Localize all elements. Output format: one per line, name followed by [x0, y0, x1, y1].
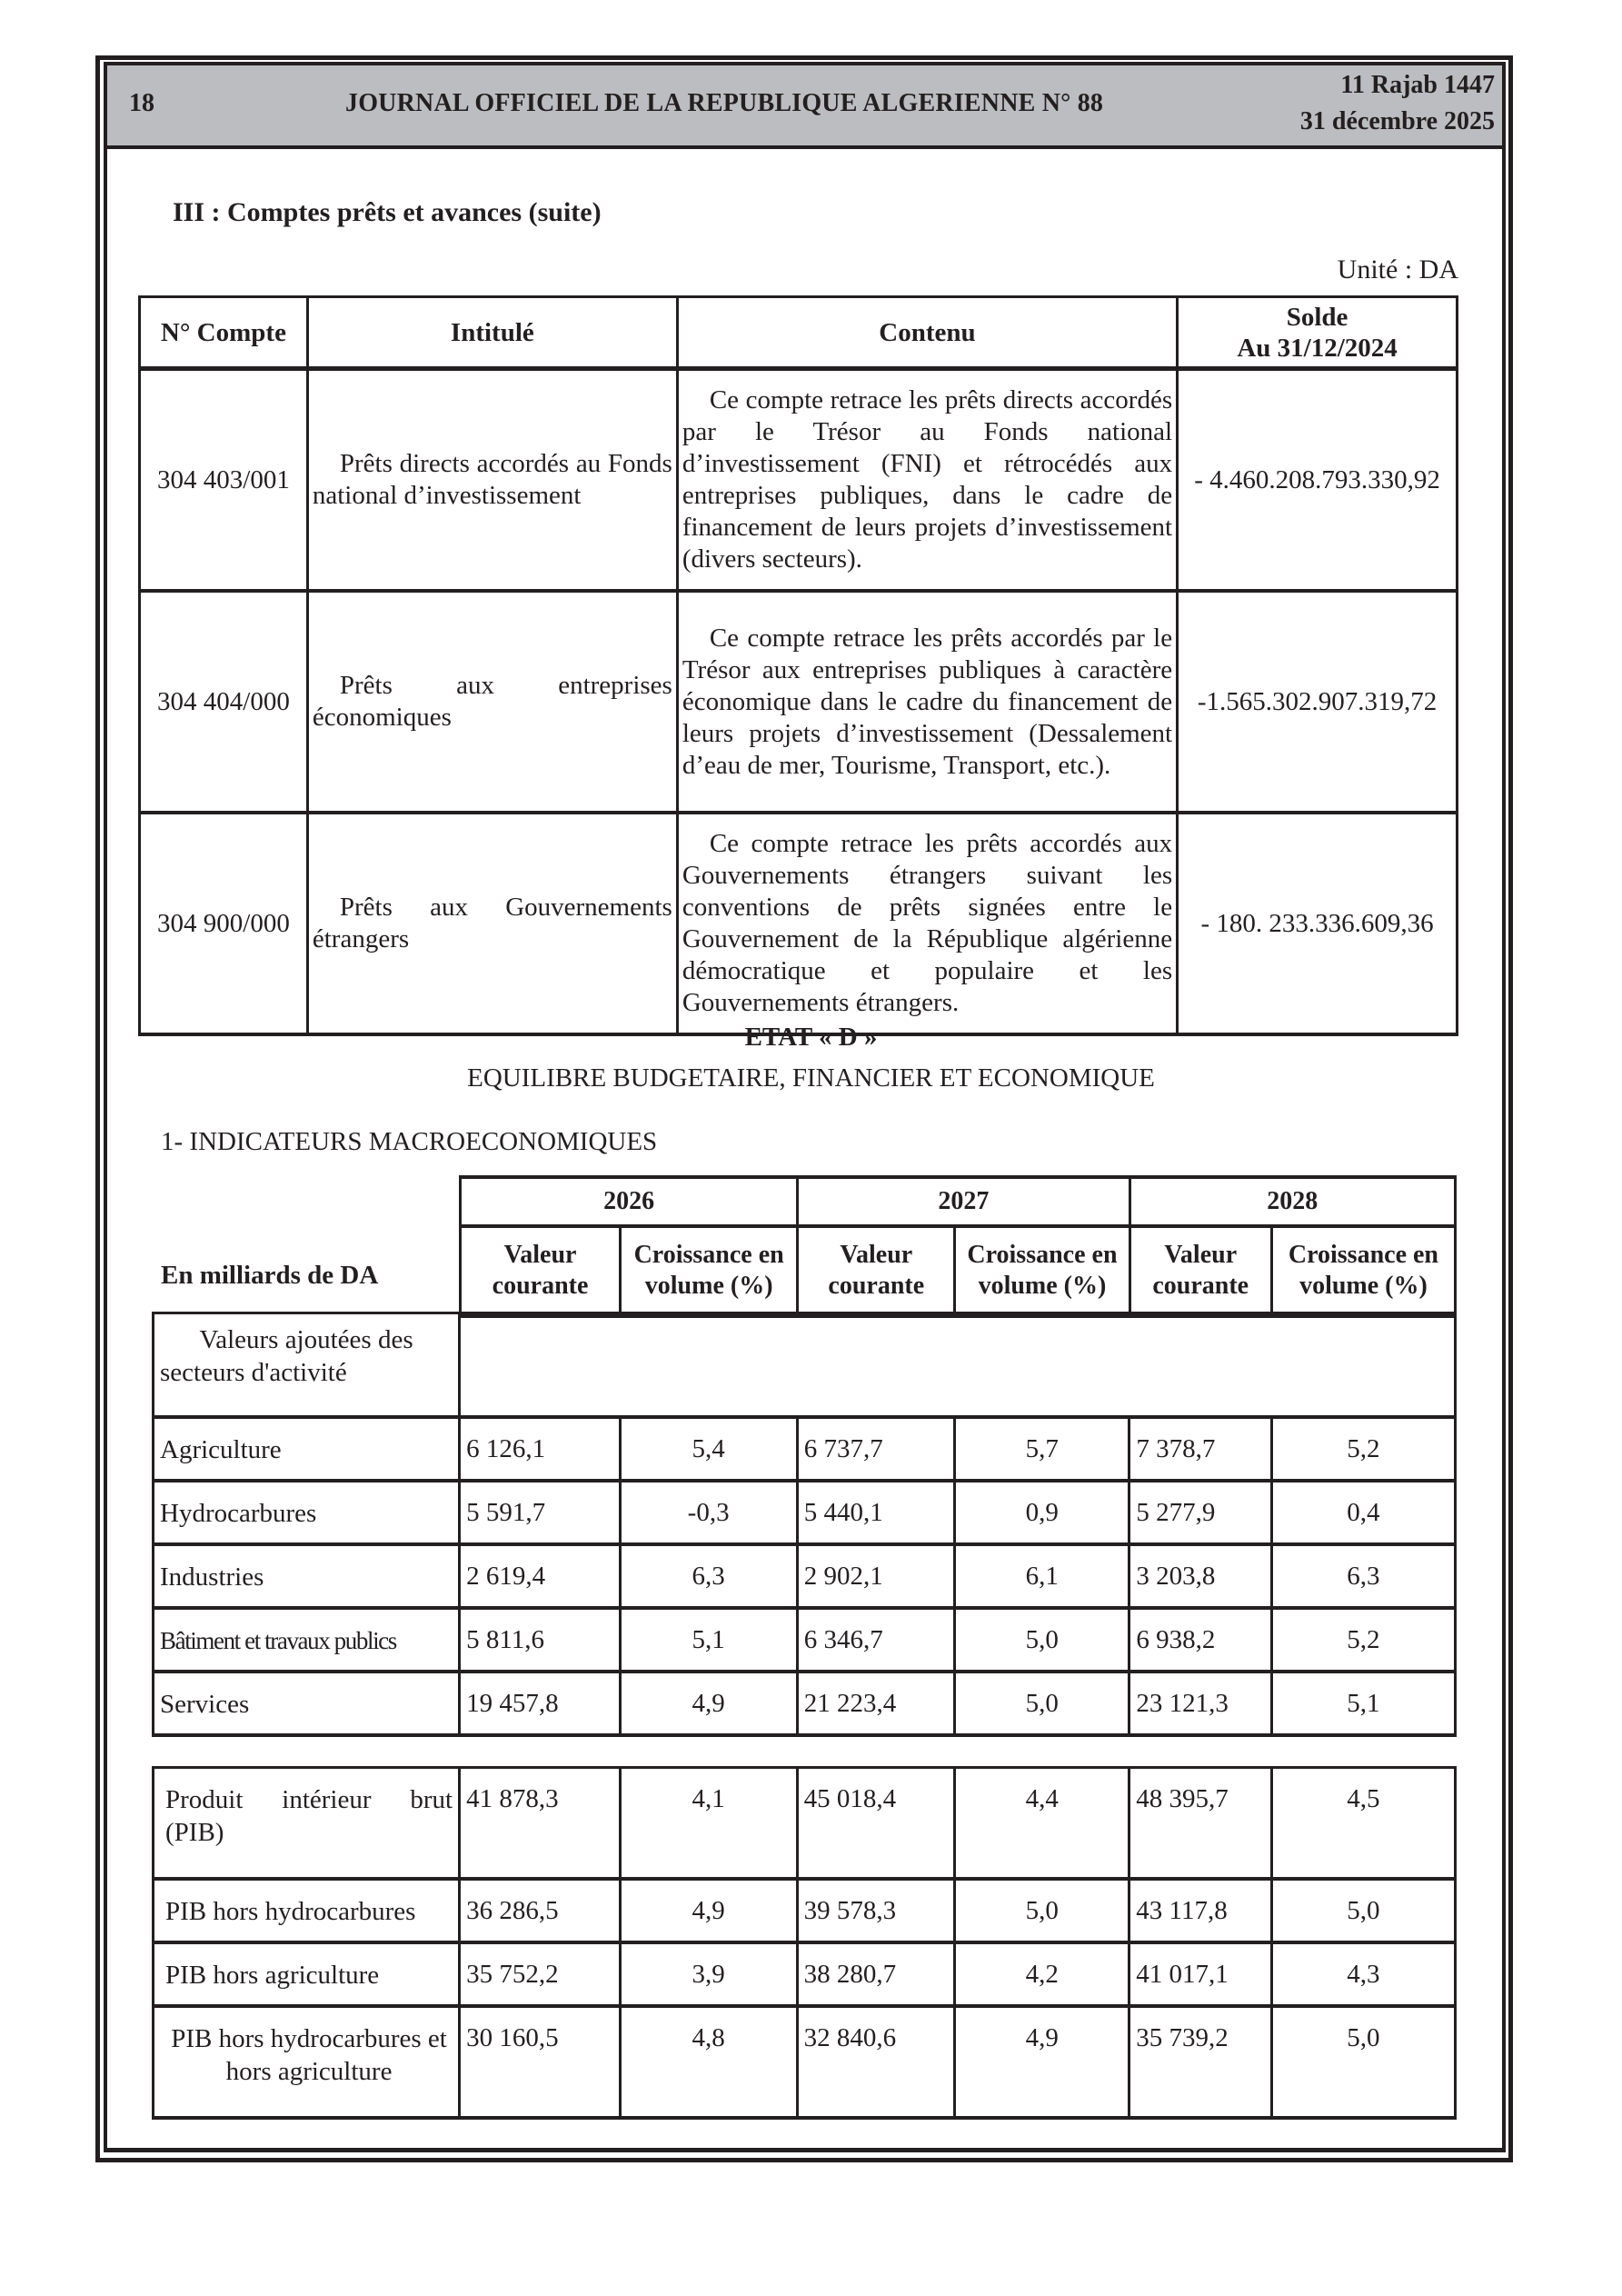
growth-cell: 4,5: [1271, 1768, 1455, 1880]
account-title: Prêts directs accordés au Fonds national d’investissement: [307, 369, 677, 592]
column-header-title: Intitulé: [307, 297, 677, 369]
etat-subtitle: EQUILIBRE BUDGETAIRE, FINANCIER ET ECONOMIQUE: [467, 1063, 1155, 1093]
row-label: Hydrocarbures: [154, 1481, 460, 1544]
growth-cell: 4,4: [955, 1768, 1129, 1880]
account-title: Prêts aux entreprises économiques: [307, 591, 677, 813]
growth-header: Croissance en volume (%): [621, 1226, 798, 1316]
row-label: Agriculture: [154, 1417, 460, 1481]
current-value-cell: 35 739,2: [1129, 2006, 1272, 2118]
account-number: 304 404/000: [140, 591, 308, 813]
growth-cell: 0,9: [955, 1481, 1129, 1544]
growth-cell: 5,2: [1271, 1608, 1455, 1672]
growth-cell: 6,1: [955, 1544, 1129, 1608]
current-value-cell: 5 277,9: [1129, 1481, 1272, 1544]
unit-label: Unité : DA: [1337, 255, 1458, 285]
table-row: [140, 369, 1458, 592]
current-value-cell: 38 280,7: [797, 1942, 954, 2006]
current-value-cell: 6 737,7: [797, 1417, 954, 1481]
group-row: [154, 1313, 1456, 1418]
current-value-cell: 6 346,7: [797, 1608, 954, 1672]
growth-cell: 5,0: [955, 1879, 1129, 1942]
growth-cell: 5,2: [1271, 1417, 1455, 1481]
growth-cell: 4,1: [620, 1768, 797, 1880]
value-header: Valeur courante: [1129, 1226, 1271, 1316]
value-header: Valeur courante: [461, 1226, 621, 1316]
column-header-account: N° Compte: [140, 297, 308, 369]
account-title: Prêts aux Gouvernements étrangers: [307, 813, 677, 1034]
table-row: [140, 813, 1458, 1034]
pib-table: [152, 1766, 1457, 2120]
account-balance: - 180. 233.336.609,36: [1178, 813, 1458, 1034]
account-balance: - 4.460.208.793.330,92: [1178, 369, 1458, 592]
pib-row: [154, 1768, 1456, 1880]
growth-cell: 4,8: [620, 2006, 797, 2118]
row-label: Bâtiment et travaux publics: [154, 1608, 460, 1672]
column-header-content: Contenu: [677, 297, 1177, 369]
year-header: 2026: [461, 1177, 798, 1226]
current-value-cell: 2 619,4: [460, 1544, 620, 1608]
sub-header-row: [461, 1226, 1456, 1316]
year-header-row: [461, 1177, 1456, 1226]
current-value-cell: 5 440,1: [797, 1481, 954, 1544]
column-header-balance: [1178, 297, 1458, 369]
account-content: Ce compte retrace les prêts accordés aux Gouvernements étrangers suivant les conventions de prêts signées entre le Gouvernement de la République algérienne démocratique et populaire et les Gouvernements étrangers.: [677, 813, 1177, 1034]
current-value-cell: 41 878,3: [460, 1768, 620, 1880]
year-header: 2027: [798, 1177, 1129, 1226]
growth-cell: 6,3: [620, 1544, 797, 1608]
growth-cell: 5,0: [955, 1608, 1129, 1672]
current-value-cell: 3 203,8: [1129, 1544, 1272, 1608]
growth-cell: 6,3: [1271, 1544, 1455, 1608]
page-number: 18: [129, 89, 154, 117]
current-value-cell: 39 578,3: [797, 1879, 954, 1942]
row-label: Industries: [154, 1544, 460, 1608]
column-header-balance-line1: Solde: [1286, 302, 1348, 332]
indicators-heading: 1- INDICATEURS MACROECONOMIQUES: [161, 1127, 658, 1156]
hijri-date: 11 Rajab 1447: [1340, 71, 1495, 99]
growth-cell: 5,1: [1271, 1672, 1455, 1735]
macro-unit-label: En milliards de DA: [161, 1261, 379, 1290]
current-value-cell: 19 457,8: [460, 1672, 620, 1735]
current-value-cell: 5 811,6: [460, 1608, 620, 1672]
current-value-cell: 48 395,7: [1129, 1768, 1272, 1880]
group-label: Valeurs ajoutées des secteurs d'activité: [154, 1313, 460, 1418]
column-header-balance-line2: Au 31/12/2024: [1237, 333, 1398, 363]
year-header: 2028: [1129, 1177, 1455, 1226]
sector-row: [154, 1608, 1456, 1672]
pib-row: [154, 2006, 1456, 2118]
account-content: Ce compte retrace les prêts directs accordés par le Trésor au Fonds national d’investissement (FNI) et rétrocédés aux entreprises publiques, dans le cadre de financement de leurs projets d’investissement (divers secteurs).: [677, 369, 1177, 592]
sector-row: [154, 1417, 1456, 1481]
current-value-cell: 7 378,7: [1129, 1417, 1272, 1481]
growth-cell: 5,0: [1271, 1879, 1455, 1942]
current-value-cell: 35 752,2: [460, 1942, 620, 2006]
pib-row: [154, 1879, 1456, 1942]
current-value-cell: 2 902,1: [797, 1544, 954, 1608]
current-value-cell: 21 223,4: [797, 1672, 954, 1735]
sector-row: [154, 1672, 1456, 1735]
table-row: [140, 591, 1458, 813]
growth-header: Croissance en volume (%): [1271, 1226, 1455, 1316]
current-value-cell: 41 017,1: [1129, 1942, 1272, 2006]
account-number: 304 403/001: [140, 369, 308, 592]
growth-cell: 4,9: [955, 2006, 1129, 2118]
growth-cell: -0,3: [620, 1481, 797, 1544]
growth-cell: 3,9: [620, 1942, 797, 2006]
account-number: 304 900/000: [140, 813, 308, 1034]
row-label: Produit intérieur brut (PIB): [154, 1768, 460, 1880]
current-value-cell: 45 018,4: [797, 1768, 954, 1880]
growth-cell: 4,2: [955, 1942, 1129, 2006]
macro-table-header: [459, 1175, 1457, 1318]
growth-cell: 5,4: [620, 1417, 797, 1481]
current-value-cell: 43 117,8: [1129, 1879, 1272, 1942]
current-value-cell: 32 840,6: [797, 2006, 954, 2118]
current-value-cell: 6 126,1: [460, 1417, 620, 1481]
sector-row: [154, 1544, 1456, 1608]
growth-cell: 5,0: [955, 1672, 1129, 1735]
row-label: PIB hors hydrocarbures et hors agriculture: [154, 2006, 460, 2118]
journal-title: JOURNAL OFFICIEL DE LA REPUBLIQUE ALGERIENNE N° 88: [345, 89, 1104, 117]
row-label: Services: [154, 1672, 460, 1735]
table-header-row: [140, 297, 1458, 369]
row-label: PIB hors agriculture: [154, 1942, 460, 2006]
growth-cell: 4,3: [1271, 1942, 1455, 2006]
gregorian-date: 31 décembre 2025: [1299, 107, 1495, 135]
etat-title: ETAT « D »: [744, 1023, 878, 1052]
sector-row: [154, 1481, 1456, 1544]
growth-cell: 5,7: [955, 1417, 1129, 1481]
account-content: Ce compte retrace les prêts accordés par le Trésor aux entreprises publiques à caractère économique dans le cadre du financement de leurs projets d’investissement (Dessalement d’eau de mer, Tourisme, Transport, etc.).: [677, 591, 1177, 813]
growth-cell: 4,9: [620, 1672, 797, 1735]
growth-header: Croissance en volume (%): [955, 1226, 1129, 1316]
growth-cell: 0,4: [1271, 1481, 1455, 1544]
pib-row: [154, 1942, 1456, 2006]
current-value-cell: 30 160,5: [460, 2006, 620, 2118]
value-header: Valeur courante: [798, 1226, 955, 1316]
growth-cell: 4,9: [620, 1879, 797, 1942]
growth-cell: 5,0: [1271, 2006, 1455, 2118]
current-value-cell: 6 938,2: [1129, 1608, 1272, 1672]
row-label: PIB hors hydrocarbures: [154, 1879, 460, 1942]
current-value-cell: 5 591,7: [460, 1481, 620, 1544]
sector-table: [152, 1312, 1457, 1737]
current-value-cell: 23 121,3: [1129, 1672, 1272, 1735]
growth-cell: 5,1: [620, 1608, 797, 1672]
account-balance: -1.565.302.907.319,72: [1178, 591, 1458, 813]
section-title: III : Comptes prêts et avances (suite): [173, 197, 602, 227]
group-empty-cell: [460, 1313, 1456, 1418]
accounts-table: [138, 295, 1458, 1036]
current-value-cell: 36 286,5: [460, 1879, 620, 1942]
